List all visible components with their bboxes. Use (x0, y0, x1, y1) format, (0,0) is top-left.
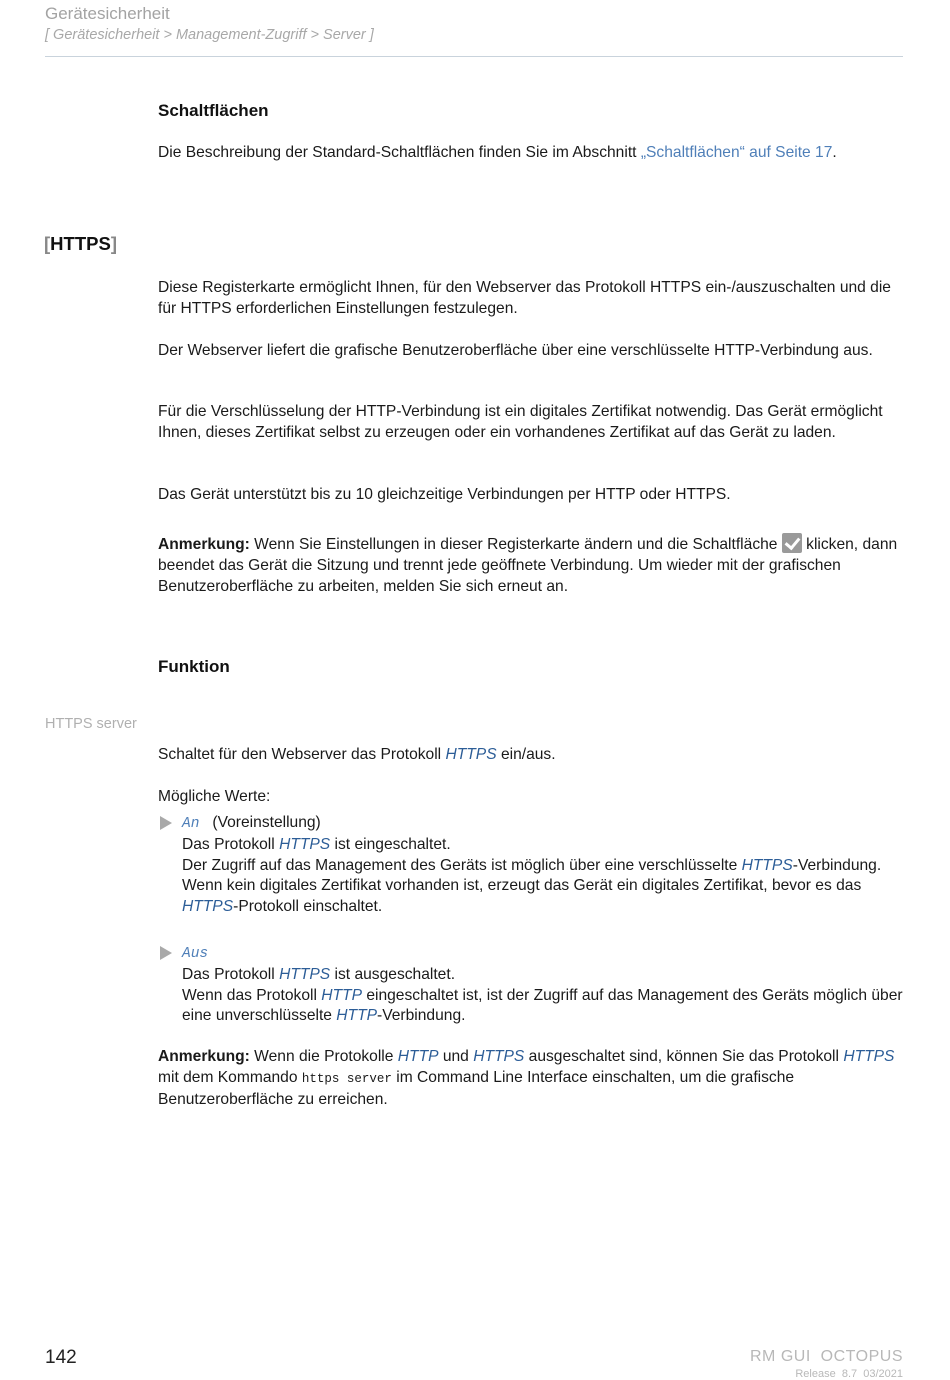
option-an-line-3 (182, 876, 906, 918)
text: -Protokoll einschaltet. (233, 898, 383, 916)
bracket-close: ] (110, 233, 117, 254)
option-an-line-1 (182, 835, 906, 856)
bullet-triangle-icon (160, 816, 172, 830)
text-after-link: . (832, 144, 837, 161)
option-aus-line-2 (182, 986, 906, 1028)
paragraph-schaltflaechen (158, 143, 906, 164)
paragraph-https-3: Für die Verschlüsselung der HTTP-Verbindung ist ein digitales Zertifikat notwendig. Das Gerät ermöglicht Ihnen, dieses Zertifikat selbst zu erzeugen oder ein vorhandenes Zertifikat auf das Gerät zu laden. (158, 403, 883, 441)
heading-schaltflaechen: Schaltflächen (158, 101, 269, 120)
text: mit dem Kommando (158, 1068, 302, 1086)
text: und (438, 1048, 474, 1065)
param-description (158, 745, 906, 766)
note-label: Anmerkung: (158, 536, 250, 553)
text: ist ausgeschaltet. (330, 965, 456, 983)
note-label: Anmerkung: (158, 1048, 250, 1065)
text: -Verbindung. (377, 1007, 466, 1025)
page-header-title: Gerätesicherheit (45, 4, 170, 23)
param-label-https-server: HTTPS server (45, 716, 137, 732)
option-aus-head (182, 943, 906, 965)
term-https: HTTPS (279, 965, 331, 983)
note-text-2: klicken, dann beendet das Gerät die Sitzung und trennt jede geöffnete Verbindung. Um wieder mit der grafischen Benutzeroberfläche zu arbeiten, melden Sie sich erneut an. (158, 536, 898, 595)
text: Das Protokoll (182, 835, 280, 853)
term-http: HTTP (397, 1048, 439, 1065)
link-schaltflaechen-seite-17[interactable]: „Schaltflächen“ auf Seite 17 (640, 144, 833, 161)
term-http: HTTP (336, 1007, 378, 1025)
term-https: HTTPS (473, 1048, 525, 1065)
section-title-https (44, 233, 117, 255)
text: ausgeschaltet sind, können Sie das Protokoll (524, 1048, 844, 1065)
option-aus (182, 943, 906, 1027)
option-aus-line-1 (182, 965, 906, 986)
text: -Verbindung. (792, 856, 882, 874)
paragraph-https-1: Diese Registerkarte ermöglicht Ihnen, für den Webserver das Protokoll HTTPS ein-/auszuschalten und die für HTTPS erforderlichen Einstellungen festzulegen. (158, 279, 891, 317)
text: Der Zugriff auf das Management des Geräts ist möglich über eine verschlüsselte (182, 856, 742, 874)
paragraph-https-2: Der Webserver liefert die grafische Benutzeroberfläche über eine verschlüsselte HTTP-Verbindung aus. (158, 342, 873, 359)
note-https (158, 533, 906, 597)
option-an-head (182, 813, 906, 835)
default-marker: (Voreinstellung) (212, 814, 321, 831)
term-https: HTTPS (445, 746, 497, 763)
cli-command: https server (301, 1071, 392, 1086)
value-an: An (182, 816, 200, 832)
term-https: HTTPS (741, 856, 793, 874)
paragraph-https-4: Das Gerät unterstützt bis zu 10 gleichzeitige Verbindungen per HTTP oder HTTPS. (158, 486, 731, 503)
possible-values-label: Mögliche Werte: (158, 788, 271, 805)
text: im Command Line Interface einschalten, um die grafische Benutzeroberfläche zu erreichen. (158, 1068, 795, 1108)
text: Das Protokoll (182, 965, 280, 983)
header-divider (45, 56, 903, 57)
heading-funktion: Funktion (158, 657, 230, 676)
text: Wenn das Protokoll (182, 986, 322, 1004)
option-an-line-2 (182, 856, 906, 877)
text: Wenn kein digitales Zertifikat vorhanden ist, erzeugt das Gerät ein digitales Zertifikat, bevor es das (182, 877, 862, 895)
checkmark-button-icon (782, 533, 802, 553)
breadcrumb: [ Gerätesicherheit > Management-Zugriff > Server ] (45, 27, 374, 43)
term-https: HTTPS (843, 1048, 895, 1065)
option-an (182, 813, 906, 918)
text-before-link: Die Beschreibung der Standard-Schaltflächen finden Sie im Abschnitt (158, 144, 641, 161)
text: Wenn die Protokolle (249, 1048, 398, 1065)
text: eingeschaltet ist, ist der Zugriff auf das Management des Geräts möglich über eine unverschlüsselte (182, 986, 903, 1025)
desc-text-b: ein/aus. (496, 746, 556, 763)
release-info: Release 8.7 03/2021 (795, 1368, 903, 1380)
section-title-text: HTTPS (50, 233, 111, 254)
term-https: HTTPS (279, 835, 331, 853)
note-text-1: Wenn Sie Einstellungen in dieser Registerkarte ändern und die Schaltfläche (249, 536, 782, 553)
term-https: HTTPS (182, 898, 234, 916)
page-number: 142 (45, 1347, 77, 1368)
desc-text-a: Schaltet für den Webserver das Protokoll (158, 746, 446, 763)
bullet-triangle-icon (160, 946, 172, 960)
term-http: HTTP (321, 986, 362, 1004)
value-aus: Aus (182, 946, 209, 962)
bracket-open: [ (44, 233, 51, 254)
text: ist eingeschaltet. (330, 835, 451, 853)
note-funktion (158, 1047, 906, 1110)
product-name: RM GUI OCTOPUS (750, 1348, 903, 1365)
